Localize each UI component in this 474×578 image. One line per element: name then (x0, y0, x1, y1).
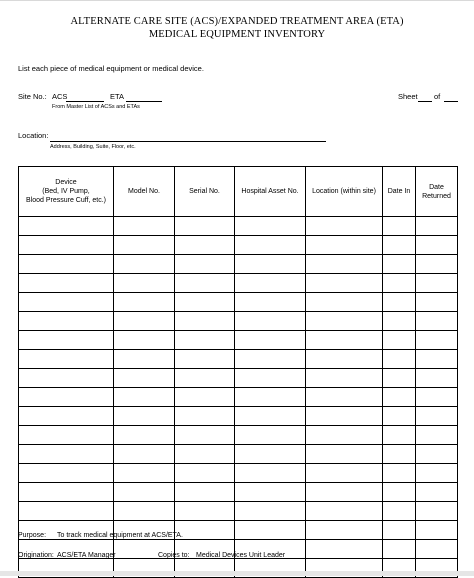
table-cell[interactable] (383, 426, 416, 445)
table-row (19, 464, 458, 483)
table-cell[interactable] (114, 217, 175, 236)
table-cell[interactable] (19, 312, 114, 331)
form-title (0, 15, 474, 41)
table-cell[interactable] (114, 331, 175, 350)
col-header-date-returned-line1: Date (429, 183, 444, 191)
inventory-table (18, 166, 458, 578)
table-cell[interactable] (306, 293, 383, 312)
table-cell[interactable] (114, 312, 175, 331)
col-header-model-no: Model No. (114, 167, 175, 217)
table-cell[interactable] (175, 483, 235, 502)
table-cell[interactable] (306, 236, 383, 255)
copies-to-text: Medical Devices Unit Leader (196, 552, 286, 559)
table-cell[interactable] (306, 331, 383, 350)
col-header-device-line3: Blood Pressure Cuff, etc.) (25, 197, 107, 204)
table-cell[interactable] (383, 274, 416, 293)
table-cell[interactable] (383, 464, 416, 483)
table-cell[interactable] (306, 407, 383, 426)
table-cell[interactable] (235, 293, 306, 312)
acs-label: ACS (52, 92, 68, 101)
of-label: of (434, 92, 441, 101)
table-cell[interactable] (235, 274, 306, 293)
table-cell[interactable] (175, 293, 235, 312)
table-cell[interactable] (306, 369, 383, 388)
table-cell[interactable] (114, 236, 175, 255)
table-cell[interactable] (416, 236, 458, 255)
table-cell[interactable] (114, 502, 175, 521)
table-cell[interactable] (306, 464, 383, 483)
site-no-label: Site No.: (18, 92, 47, 101)
table-cell[interactable] (235, 502, 306, 521)
table-row (19, 426, 458, 445)
table-row (19, 312, 458, 331)
table-cell[interactable] (19, 331, 114, 350)
table-cell[interactable] (416, 217, 458, 236)
table-cell[interactable] (235, 217, 306, 236)
table-cell[interactable] (19, 217, 114, 236)
table-cell[interactable] (114, 274, 175, 293)
table-cell[interactable] (416, 369, 458, 388)
table-row (19, 483, 458, 502)
table-cell[interactable] (114, 483, 175, 502)
col-header-date-in: Date In (383, 167, 416, 217)
table-cell[interactable] (383, 217, 416, 236)
table-cell[interactable] (175, 388, 235, 407)
table-cell[interactable] (114, 464, 175, 483)
table-cell[interactable] (306, 274, 383, 293)
table-header-row (19, 167, 458, 217)
table-cell[interactable] (416, 502, 458, 521)
table-cell[interactable] (416, 331, 458, 350)
table-cell[interactable] (175, 236, 235, 255)
table-cell[interactable] (383, 502, 416, 521)
table-cell[interactable] (114, 407, 175, 426)
location-field[interactable] (50, 141, 326, 142)
col-header-location: Location (within site) (306, 167, 383, 217)
sheet-label: Sheet (398, 92, 418, 101)
table-cell[interactable] (306, 483, 383, 502)
table-row (19, 274, 458, 293)
table-cell[interactable] (416, 293, 458, 312)
table-cell[interactable] (19, 464, 114, 483)
table-cell[interactable] (175, 426, 235, 445)
table-row (19, 350, 458, 369)
page-top-border (0, 0, 474, 1)
table-row (19, 217, 458, 236)
table-cell[interactable] (306, 350, 383, 369)
table-row (19, 236, 458, 255)
table-cell[interactable] (19, 369, 114, 388)
eta-label: ETA (110, 92, 125, 101)
table-cell[interactable] (175, 521, 235, 540)
table-cell[interactable] (114, 369, 175, 388)
table-cell[interactable] (19, 426, 114, 445)
table-cell[interactable] (175, 445, 235, 464)
col-header-hospital-asset-no: Hospital Asset No. (235, 167, 306, 217)
table-row (19, 369, 458, 388)
table-cell[interactable] (175, 217, 235, 236)
table-cell[interactable] (416, 255, 458, 274)
table-cell[interactable] (306, 388, 383, 407)
table-cell[interactable] (175, 502, 235, 521)
table-cell[interactable] (175, 464, 235, 483)
location-note: Address, Building, Suite, Floor, etc. (50, 144, 136, 150)
table-cell[interactable] (235, 312, 306, 331)
instructions-text: List each piece of medical equipment or medical device. (18, 64, 204, 73)
table-cell[interactable] (235, 426, 306, 445)
table-cell[interactable] (383, 445, 416, 464)
purpose-label: Purpose: (18, 532, 47, 539)
table-cell[interactable] (416, 464, 458, 483)
col-header-device-line2: (Bed, IV Pump, (42, 188, 90, 195)
table-cell[interactable] (175, 350, 235, 369)
copies-to-label: Copies to: (158, 552, 190, 559)
table-cell[interactable] (306, 312, 383, 331)
table-cell[interactable] (306, 426, 383, 445)
table-cell[interactable] (19, 350, 114, 369)
table-cell[interactable] (19, 502, 114, 521)
location-label: Location: (18, 131, 49, 140)
table-cell[interactable] (416, 407, 458, 426)
table-cell[interactable] (416, 540, 458, 559)
table-cell[interactable] (175, 331, 235, 350)
table-cell[interactable] (175, 312, 235, 331)
site-note: From Master List of ACSs and ETAs (52, 104, 140, 110)
table-cell[interactable] (306, 502, 383, 521)
table-cell[interactable] (19, 236, 114, 255)
table-cell[interactable] (19, 293, 114, 312)
table-cell[interactable] (175, 369, 235, 388)
table-row (19, 388, 458, 407)
table-cell[interactable] (175, 407, 235, 426)
table-cell[interactable] (114, 445, 175, 464)
table-cell[interactable] (235, 445, 306, 464)
table-cell[interactable] (416, 312, 458, 331)
table-row (19, 255, 458, 274)
table-cell[interactable] (306, 255, 383, 274)
table-cell[interactable] (235, 255, 306, 274)
table-cell[interactable] (19, 483, 114, 502)
table-cell[interactable] (114, 426, 175, 445)
form-title-line2: MEDICAL EQUIPMENT INVENTORY (148, 29, 326, 40)
eta-field[interactable] (126, 101, 162, 102)
origination-label: Origination: (18, 552, 54, 559)
form-title-line1: ALTERNATE CARE SITE (ACS)/EXPANDED TREATMENT AREA (ETA) (70, 16, 404, 27)
table-cell[interactable] (383, 312, 416, 331)
table-cell[interactable] (306, 445, 383, 464)
table-cell[interactable] (383, 293, 416, 312)
col-header-date-returned (416, 167, 458, 217)
table-cell[interactable] (235, 464, 306, 483)
table-cell[interactable] (235, 350, 306, 369)
table-cell[interactable] (383, 236, 416, 255)
table-cell[interactable] (306, 521, 383, 540)
col-header-date-returned-line2: Returned (422, 192, 451, 200)
origination-text: ACS/ETA Manager (57, 552, 116, 559)
table-cell[interactable] (383, 540, 416, 559)
table-row (19, 331, 458, 350)
table-cell[interactable] (235, 483, 306, 502)
table-cell[interactable] (19, 407, 114, 426)
table-cell[interactable] (383, 369, 416, 388)
table-cell[interactable] (416, 350, 458, 369)
table-cell[interactable] (306, 217, 383, 236)
table-row (19, 502, 458, 521)
table-cell[interactable] (175, 255, 235, 274)
page-bottom-border (0, 571, 474, 576)
table-cell[interactable] (235, 236, 306, 255)
table-body (19, 217, 458, 578)
col-header-device (19, 167, 114, 217)
table-row (19, 293, 458, 312)
table-cell[interactable] (235, 369, 306, 388)
table-cell[interactable] (19, 274, 114, 293)
sheet-total-field[interactable] (444, 101, 458, 102)
table-cell[interactable] (235, 388, 306, 407)
table-cell[interactable] (416, 274, 458, 293)
table-cell[interactable] (383, 483, 416, 502)
table-cell[interactable] (306, 540, 383, 559)
table-cell[interactable] (416, 388, 458, 407)
table-cell[interactable] (114, 350, 175, 369)
table-cell[interactable] (383, 521, 416, 540)
table-cell[interactable] (416, 483, 458, 502)
table-cell[interactable] (416, 426, 458, 445)
table-row (19, 407, 458, 426)
table-cell[interactable] (19, 255, 114, 274)
table-cell[interactable] (235, 521, 306, 540)
table-cell[interactable] (114, 388, 175, 407)
table-cell[interactable] (383, 255, 416, 274)
table-cell[interactable] (175, 274, 235, 293)
col-header-serial-no: Serial No. (175, 167, 235, 217)
col-header-device-line1: Device (55, 179, 77, 186)
table-cell[interactable] (114, 293, 175, 312)
table-cell[interactable] (416, 445, 458, 464)
table-cell[interactable] (235, 331, 306, 350)
table-cell[interactable] (19, 388, 114, 407)
table-cell[interactable] (383, 331, 416, 350)
table-cell[interactable] (235, 407, 306, 426)
purpose-text: To track medical equipment at ACS/ETA. (57, 532, 183, 539)
table-row (19, 445, 458, 464)
table-cell[interactable] (383, 388, 416, 407)
table-cell[interactable] (19, 445, 114, 464)
acs-field[interactable] (66, 101, 104, 102)
table-cell[interactable] (416, 521, 458, 540)
sheet-number-field[interactable] (418, 101, 432, 102)
table-cell[interactable] (383, 407, 416, 426)
table-cell[interactable] (114, 255, 175, 274)
table-cell[interactable] (383, 350, 416, 369)
